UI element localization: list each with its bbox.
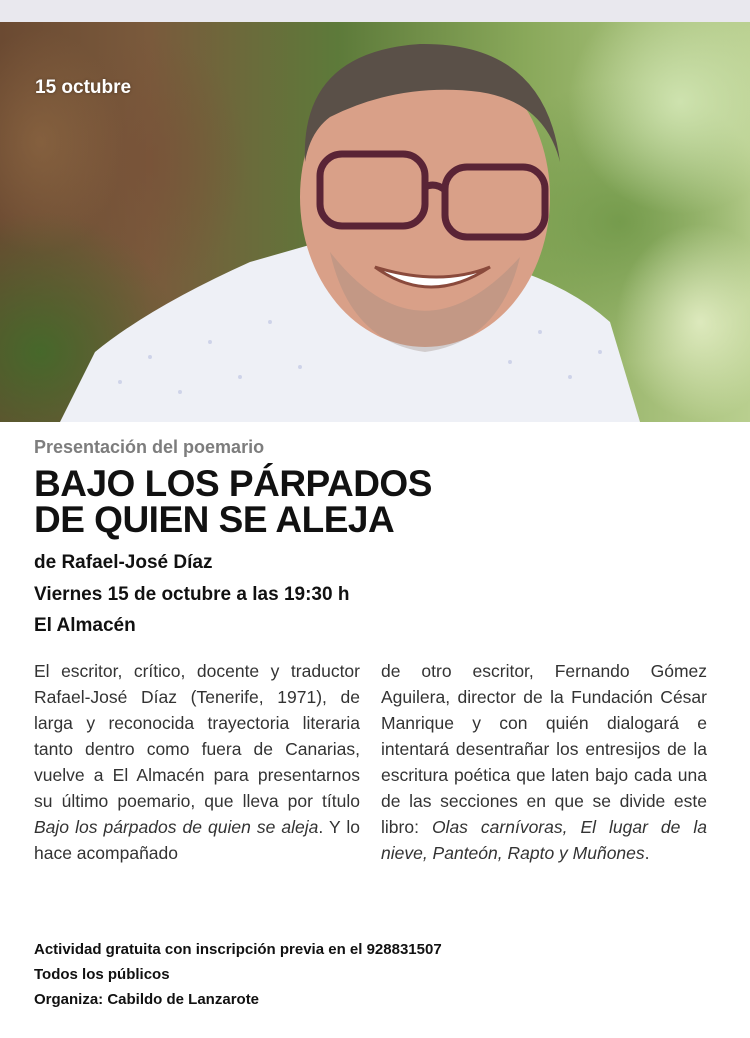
book-sections-italic: Olas carnívoras, El lugar de la nieve, Panteón, Rapto y Muñones — [381, 817, 708, 863]
description-text: de otro escritor, Fernando Gómez Aguilera, director de la Fundación César Manrique y con quién dialogará e intentará desentrañar los entresijos de la escritura poética que laten bajo cada una de las secciones en que se divide este libro: — [381, 661, 707, 837]
event-title — [34, 463, 432, 540]
description-text: El escritor, crítico, docente y traductor Rafael-José Díaz (Tenerife, 1971), de larga y reconocida trayectoria literaria tanto dentro como fuera de Canarias, vuelve a El Almacén para presentarnos su último poemario, que lleva por título — [34, 661, 360, 811]
event-author: de Rafael-José Díaz — [34, 552, 213, 573]
book-title-italic: Bajo los párpados de quien se aleja — [34, 817, 319, 837]
hero-photo — [0, 22, 750, 422]
description-text: . Y lo hace acompañado — [34, 817, 360, 863]
footer-registration: Actividad gratuita con inscripción previa en el 928831507 — [34, 941, 442, 958]
footer-audience: Todos los públicos — [34, 966, 170, 983]
description-column-right — [381, 658, 707, 866]
event-venue: El Almacén — [34, 615, 136, 636]
footer-organizer: Organiza: Cabildo de Lanzarote — [34, 991, 260, 1008]
top-status-bar — [0, 0, 750, 22]
description-text: . — [644, 843, 650, 863]
event-title-line-1: BAJO LOS PÁRPADOS — [34, 463, 432, 504]
event-title-line-2: DE QUIEN SE ALEJA — [34, 499, 395, 540]
event-datetime: Viernes 15 de octubre a las 19:30 h — [34, 584, 350, 605]
event-date-label: 15 octubre — [35, 77, 132, 98]
event-subtitle: Presentación del poemario — [34, 437, 265, 457]
description-column-left — [34, 658, 360, 866]
